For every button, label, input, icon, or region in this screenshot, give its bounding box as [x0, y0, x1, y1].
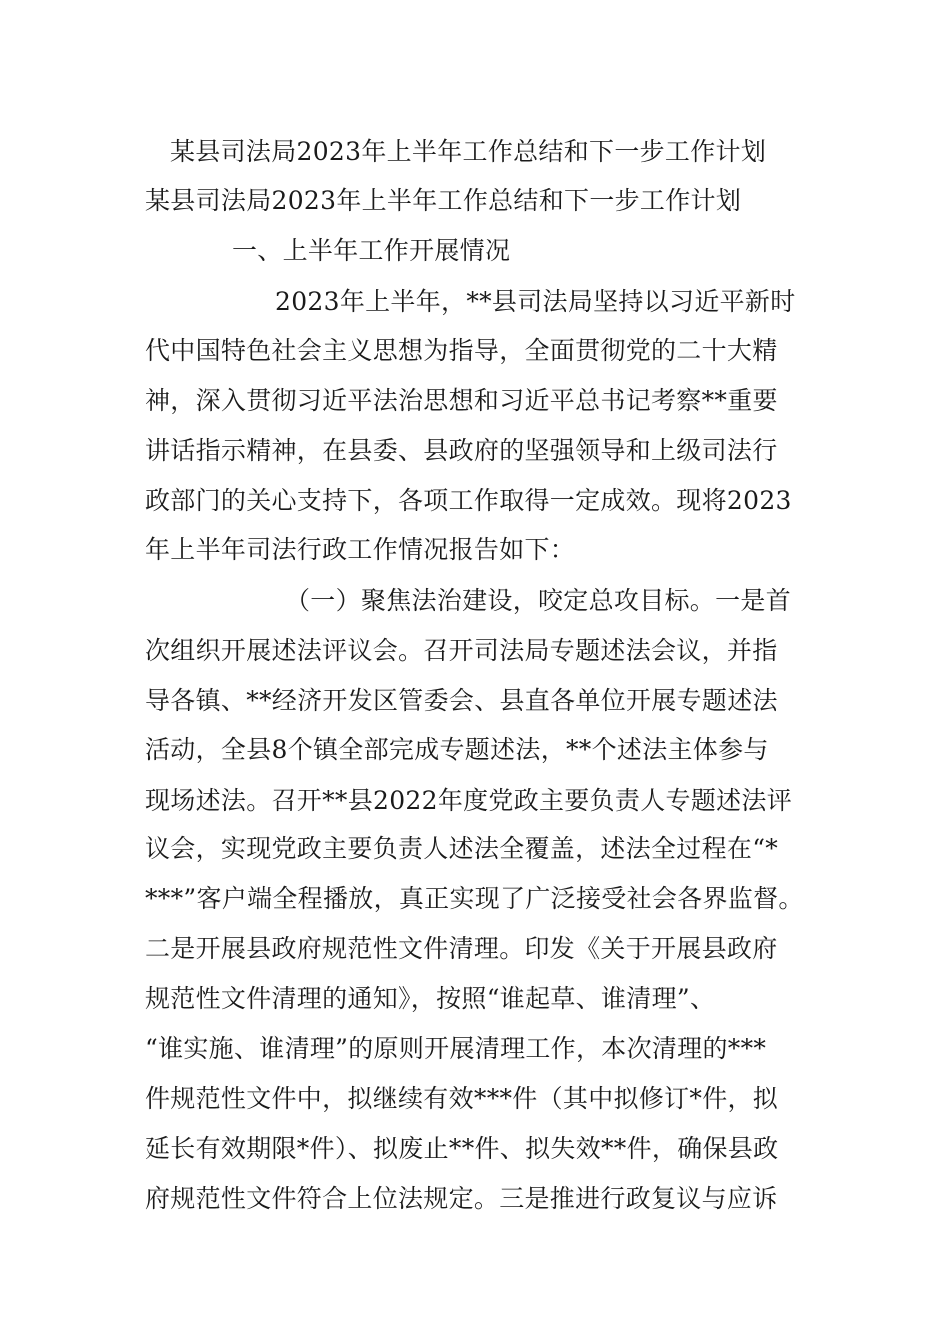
paragraph-1-line-6: 年上半年司法行政工作情况报告如下：	[145, 535, 576, 564]
paragraph-2-line-13: 府规范性文件符合上位法规定。三是推进行政复议与应诉	[145, 1184, 778, 1213]
document-subtitle: 某县司法局2023年上半年工作总结和下一步工作计划	[145, 186, 742, 215]
paragraph-2-line-9: 规范性文件清理的通知》，按照“谁起草、谁清理”、	[145, 984, 716, 1013]
paragraph-2-line-3: 导各镇、**经济开发区管委会、县直各单位开展专题述法	[145, 686, 778, 715]
paragraph-2-line-1: （一）聚焦法治建设，咬定总攻目标。一是首	[285, 586, 792, 615]
paragraph-1-line-3: 神，深入贯彻习近平法治思想和习近平总书记考察**重要	[145, 386, 778, 415]
document-title: 某县司法局2023年上半年工作总结和下一步工作计划	[170, 137, 767, 166]
paragraph-1-line-4: 讲话指示精神，在县委、县政府的坚强领导和上级司法行	[145, 436, 778, 465]
paragraph-2-line-12: 延长有效期限*件）、拟废止**件、拟失效**件，确保县政	[145, 1134, 779, 1163]
paragraph-2-line-4: 活动，全县8个镇全部完成专题述法，**个述法主体参与	[145, 735, 769, 764]
paragraph-2-line-10: “谁实施、谁清理”的原则开展清理工作，本次清理的***	[145, 1034, 767, 1063]
paragraph-1-line-2: 代中国特色社会主义思想为指导，全面贯彻党的二十大精	[145, 336, 778, 365]
paragraph-2-line-6: 议会，实现党政主要负责人述法全覆盖，述法全过程在“*	[145, 834, 779, 863]
section-heading: 一、上半年工作开展情况	[232, 236, 511, 265]
paragraph-2-line-5: 现场述法。召开**县2022年度党政主要负责人专题述法评	[145, 786, 793, 815]
paragraph-2-line-11: 件规范性文件中，拟继续有效***件（其中拟修订*件，拟	[145, 1084, 779, 1113]
paragraph-1-line-5: 政部门的关心支持下，各项工作取得一定成效。现将2023	[145, 486, 792, 515]
paragraph-2-line-8: 二是开展县政府规范性文件清理。印发《关于开展县政府	[145, 934, 778, 963]
paragraph-1-line-1: 2023年上半年，**县司法局坚持以习近平新时	[275, 287, 796, 316]
paragraph-2-line-2: 次组织开展述法评议会。召开司法局专题述法会议，并指	[145, 636, 778, 665]
paragraph-2-line-7: ***”客户端全程播放，真正实现了广泛接受社会各界监督。	[145, 884, 804, 913]
